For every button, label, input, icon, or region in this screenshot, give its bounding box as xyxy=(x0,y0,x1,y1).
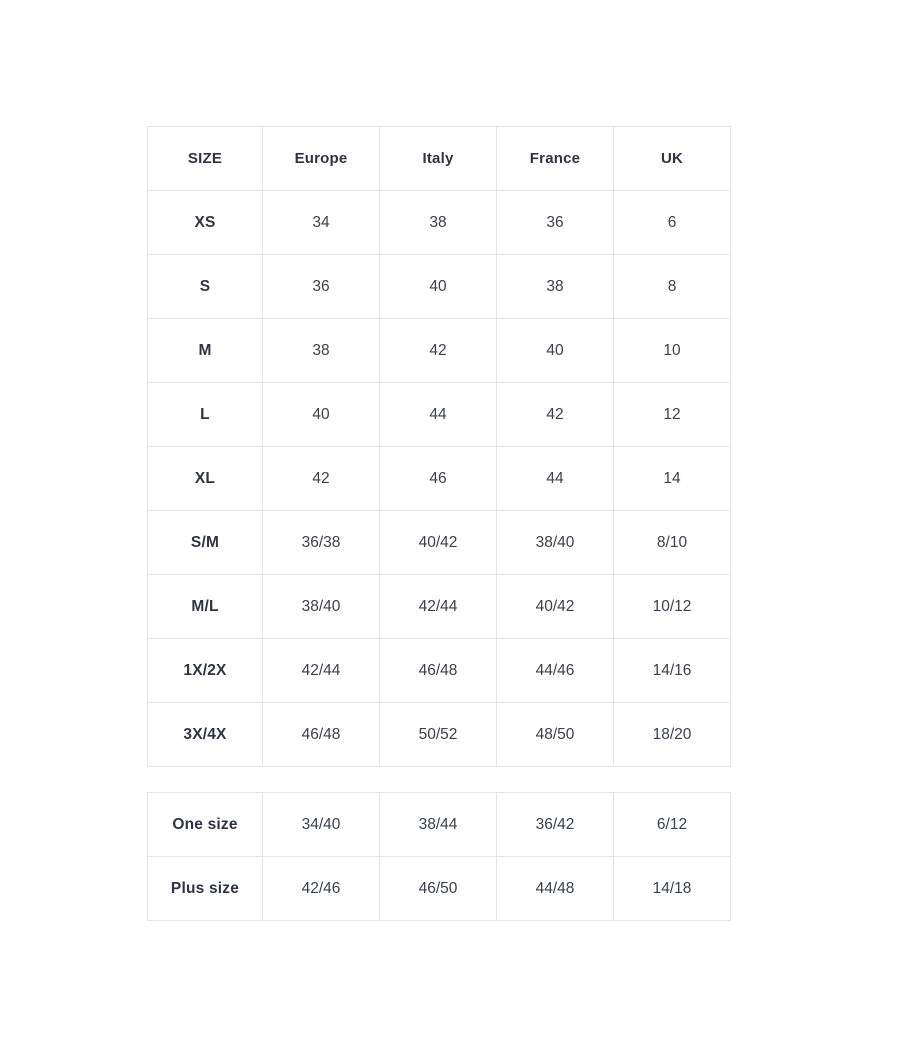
cell-uk: 14 xyxy=(614,447,731,511)
row-label: Plus size xyxy=(148,857,263,921)
cell-uk: 8/10 xyxy=(614,511,731,575)
cell-italy: 38 xyxy=(380,191,497,255)
row-label: 3X/4X xyxy=(148,703,263,767)
cell-france: 44/48 xyxy=(497,857,614,921)
row-label: XS xyxy=(148,191,263,255)
table-body xyxy=(148,191,731,767)
cell-europe: 40 xyxy=(263,383,380,447)
cell-uk: 6 xyxy=(614,191,731,255)
cell-italy: 42 xyxy=(380,319,497,383)
cell-europe: 46/48 xyxy=(263,703,380,767)
cell-france: 44/46 xyxy=(497,639,614,703)
table-row xyxy=(148,383,731,447)
cell-uk: 8 xyxy=(614,255,731,319)
row-label: One size xyxy=(148,793,263,857)
row-label: M xyxy=(148,319,263,383)
row-label: M/L xyxy=(148,575,263,639)
cell-france: 38/40 xyxy=(497,511,614,575)
cell-italy: 44 xyxy=(380,383,497,447)
row-label: S/M xyxy=(148,511,263,575)
cell-italy: 42/44 xyxy=(380,575,497,639)
cell-uk: 14/18 xyxy=(614,857,731,921)
table-row xyxy=(148,857,731,921)
row-label: L xyxy=(148,383,263,447)
cell-europe: 38 xyxy=(263,319,380,383)
cell-france: 48/50 xyxy=(497,703,614,767)
cell-europe: 34 xyxy=(263,191,380,255)
row-label: S xyxy=(148,255,263,319)
column-header-france: France xyxy=(497,127,614,191)
column-header-europe: Europe xyxy=(263,127,380,191)
special-table-body xyxy=(148,793,731,921)
table-row xyxy=(148,703,731,767)
table-row xyxy=(148,191,731,255)
cell-europe: 34/40 xyxy=(263,793,380,857)
cell-france: 44 xyxy=(497,447,614,511)
cell-uk: 10/12 xyxy=(614,575,731,639)
cell-france: 36/42 xyxy=(497,793,614,857)
column-header-italy: Italy xyxy=(380,127,497,191)
table-row xyxy=(148,319,731,383)
table-row xyxy=(148,575,731,639)
cell-europe: 42 xyxy=(263,447,380,511)
cell-uk: 14/16 xyxy=(614,639,731,703)
cell-uk: 10 xyxy=(614,319,731,383)
cell-france: 40/42 xyxy=(497,575,614,639)
cell-france: 42 xyxy=(497,383,614,447)
column-header-uk: UK xyxy=(614,127,731,191)
cell-france: 38 xyxy=(497,255,614,319)
cell-italy: 50/52 xyxy=(380,703,497,767)
table-row xyxy=(148,793,731,857)
cell-italy: 46 xyxy=(380,447,497,511)
cell-italy: 46/48 xyxy=(380,639,497,703)
table-header xyxy=(148,127,731,191)
cell-uk: 18/20 xyxy=(614,703,731,767)
table-row xyxy=(148,255,731,319)
cell-italy: 40/42 xyxy=(380,511,497,575)
table-row xyxy=(148,511,731,575)
cell-europe: 42/44 xyxy=(263,639,380,703)
special-size-table xyxy=(147,792,731,921)
row-label: 1X/2X xyxy=(148,639,263,703)
cell-europe: 36/38 xyxy=(263,511,380,575)
table-header-row xyxy=(148,127,731,191)
table-row xyxy=(148,639,731,703)
cell-france: 40 xyxy=(497,319,614,383)
cell-europe: 38/40 xyxy=(263,575,380,639)
column-header-size: SIZE xyxy=(148,127,263,191)
cell-europe: 36 xyxy=(263,255,380,319)
cell-italy: 38/44 xyxy=(380,793,497,857)
cell-italy: 40 xyxy=(380,255,497,319)
cell-uk: 12 xyxy=(614,383,731,447)
cell-europe: 42/46 xyxy=(263,857,380,921)
cell-uk: 6/12 xyxy=(614,793,731,857)
row-label: XL xyxy=(148,447,263,511)
table-row xyxy=(148,447,731,511)
size-conversion-table xyxy=(147,126,731,767)
cell-france: 36 xyxy=(497,191,614,255)
cell-italy: 46/50 xyxy=(380,857,497,921)
